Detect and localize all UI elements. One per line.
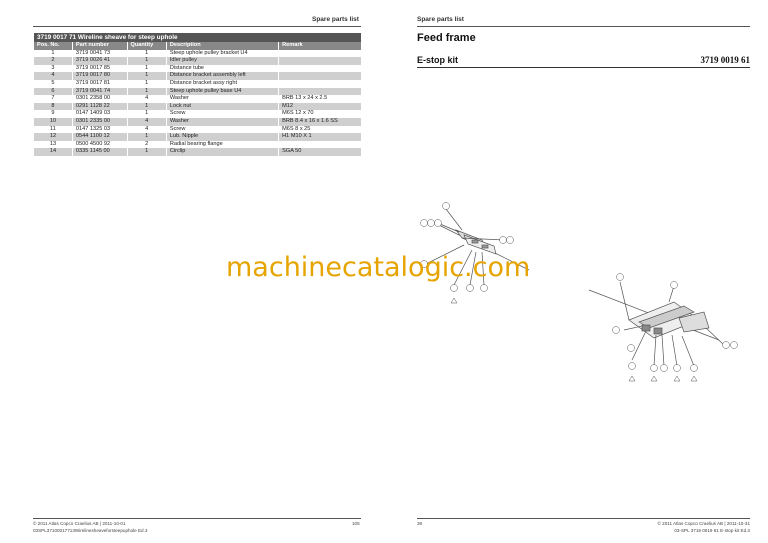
table-cell [279,50,361,58]
footer-doc-id: 03-SPL 3719 0019 61 E-stop kit Ed.3 [674,528,750,533]
table-cell [279,65,361,73]
page-number: 38 [417,521,423,526]
table-cell: 0147 1325 03 [72,126,127,134]
table-cell: Radial bearing flange [166,141,278,149]
page-number: 105 [352,521,360,526]
table-cell: 13 [34,141,73,149]
table-cell: 4 [127,126,166,134]
table-cell: 4 [34,72,73,80]
table-cell: 5 [34,80,73,88]
table-cell: Distance tube [166,65,278,73]
table-cell: 6 [34,88,73,96]
column-header: Quantity [127,42,166,50]
footer-doc-id: 03SPL37100017713Wirelinesheaveforsteepuphole Ed.3 [33,528,148,533]
table-cell: 2 [34,57,73,65]
table-row [34,148,362,156]
table-row [34,88,362,96]
table-cell: M6S 12 x 70 [279,110,361,118]
table-cell: 12 [34,133,73,141]
table-cell: 11 [34,126,73,134]
table-row [34,80,362,88]
page-header: Spare parts list [417,16,464,23]
table-cell: Distance bracket assembly left [166,72,278,80]
table-cell: 2 [127,141,166,149]
table-cell: BRB 8.4 x 16 x 1.6 SS [279,118,361,126]
table-cell: 8 [34,103,73,111]
table-cell: Washer [166,95,278,103]
table-title-row [34,33,362,42]
table-cell: Lub. Nipple [166,133,278,141]
column-header: Remark [279,42,361,50]
table-cell: Circlip [166,148,278,156]
table-cell: 4 [127,118,166,126]
column-header: Pos. No. [34,42,73,50]
kit-part-number: 3719 0019 61 [700,55,750,65]
table-cell: BRB 13 x 24 x 2.5 [279,95,361,103]
table-cell: Steep uphole pulley bracket U4 [166,50,278,58]
table-cell: Lock nut [166,103,278,111]
footer-copyright: © 2011 Atlas Copco Craelius AB | 2011-10-01 [33,521,126,526]
table-cell: 1 [127,57,166,65]
table-cell: Screw [166,126,278,134]
table-cell: 0291 1128 22 [72,103,127,111]
table-cell [279,57,361,65]
footer-copyright: © 2011 Atlas Copco Craelius AB | 2011-10-31 [657,521,750,526]
table-cell: 3719 0041 73 [72,50,127,58]
header-rule [417,26,750,27]
footer-rule [33,518,361,519]
table-cell: 7 [34,95,73,103]
table-cell: 3719 0017 81 [72,80,127,88]
table-cell: 1 [127,88,166,96]
watermark: machinecatalogic.com [226,252,531,283]
table-cell [279,80,361,88]
table-cell: 9 [34,110,73,118]
table-cell: H1 M10 X 1 [279,133,361,141]
table-cell: 0500 4500 92 [72,141,127,149]
table-cell: 3719 0041 74 [72,88,127,96]
table-header-row [34,42,362,50]
table-cell [279,88,361,96]
table-row [34,126,362,134]
table-cell: 3719 0017 80 [72,72,127,80]
table-cell: 1 [127,80,166,88]
table-row [34,141,362,149]
exploded-parts-drawing [384,190,754,400]
table-cell: 1 [127,72,166,80]
column-header: Part number [72,42,127,50]
table-row [34,118,362,126]
table-cell: 0301 2358 00 [72,95,127,103]
table-cell: Screw [166,110,278,118]
table-row [34,50,362,58]
table-cell: 0147 1409 03 [72,110,127,118]
section-title: Feed frame [417,32,476,44]
table-cell: Distance bracket assy right [166,80,278,88]
table-cell: Idler pulley [166,57,278,65]
header-rule [33,26,361,27]
table-cell: 0544 1100 12 [72,133,127,141]
table-title: 3719 0017 71 Wireline sheave for steep uphole [34,33,362,42]
table-row [34,65,362,73]
table-cell: 3719 0026 41 [72,57,127,65]
table-cell: SGA 50 [279,148,361,156]
table-cell: 14 [34,148,73,156]
table-row [34,57,362,65]
table-cell: 1 [127,103,166,111]
table-cell [279,72,361,80]
table-row [34,95,362,103]
page-header: Spare parts list [312,16,359,23]
table-row [34,72,362,80]
table-cell: Steep uphole pulley base U4 [166,88,278,96]
table-cell: 4 [127,95,166,103]
parts-table [33,33,361,156]
table-cell: M12 [279,103,361,111]
table-cell: 1 [34,50,73,58]
table-cell: 1 [127,65,166,73]
table-cell: Washer [166,118,278,126]
footer-rule [417,518,750,519]
table-cell: 1 [127,133,166,141]
table-cell: 3 [34,65,73,73]
table-cell: 1 [127,148,166,156]
table-cell [279,141,361,149]
table-row [34,133,362,141]
column-header: Description [166,42,278,50]
table-cell: M6S 8 x 25 [279,126,361,134]
table-row [34,103,362,111]
kit-title: E-stop kit [417,55,459,65]
title-rule [417,67,750,68]
table-cell: 3719 0017 85 [72,65,127,73]
table-cell: 0335 1145 00 [72,148,127,156]
table-row [34,110,362,118]
table-cell: 10 [34,118,73,126]
table-cell: 0301 2335 00 [72,118,127,126]
table-cell: 1 [127,50,166,58]
table-cell: 1 [127,110,166,118]
